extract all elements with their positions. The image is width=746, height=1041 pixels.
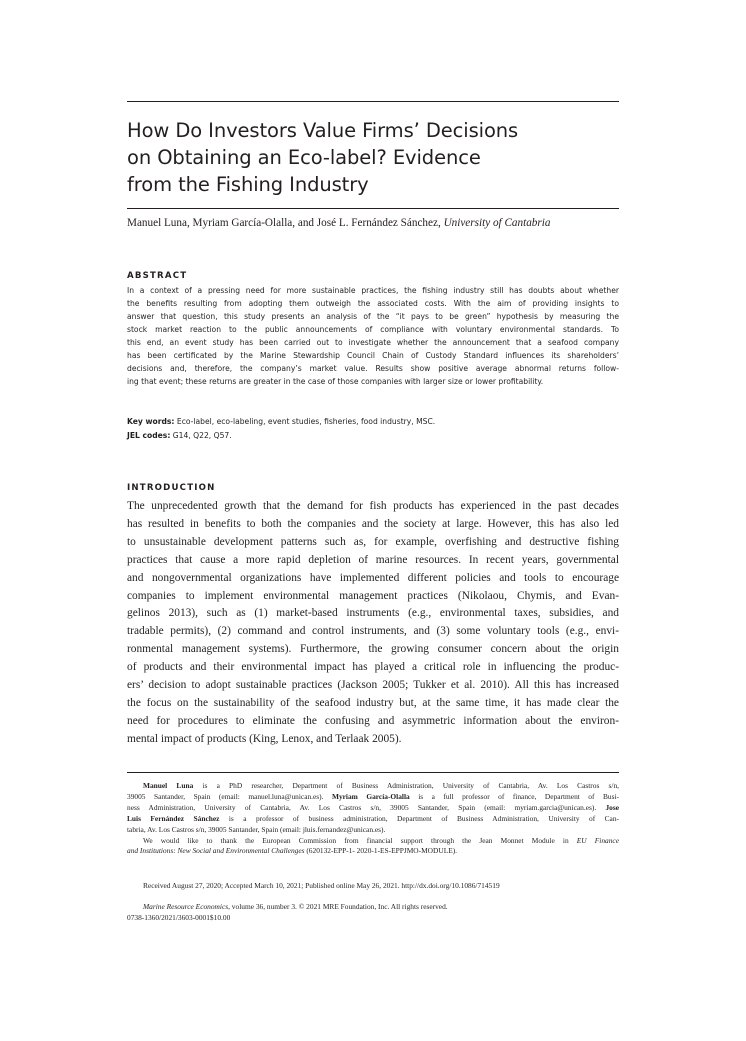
footnote-text: We would like to thank the European Commission from financial support through the Jean Monnet Module in xyxy=(143,835,577,845)
author-line xyxy=(127,216,619,231)
footnote-line xyxy=(127,781,619,792)
author-affiliation: University of Cantabria xyxy=(443,217,551,229)
keywords-text: Eco-label, eco-labeling, event studies, fisheries, food industry, MSC. xyxy=(176,417,436,426)
title-line: from the Fishing Industry xyxy=(127,173,369,196)
footnote-text: is a full professor of finance, Department of Busi- xyxy=(409,791,619,801)
body-line: has resulted in benefits to both the companies and the society at large. However, this has also led xyxy=(127,517,619,530)
journal-volume: , volume 36, number 3. © 2021 MRE Foundation, Inc. All rights reserved. xyxy=(228,902,448,911)
footnote-author: Myriam García-Olalla xyxy=(331,791,410,801)
issn: 0738-1360/2021/3603-0001$10.00 xyxy=(127,913,231,922)
author-names: Manuel Luna, Myriam García-Olalla, and José L. Fernández Sánchez, xyxy=(127,217,441,229)
abstract-line: has been certificated by the Marine Stewardship Council Chain of Custody Standard influences its shareholders’ xyxy=(127,351,619,360)
footnote-text: (620132-EPP-1- 2020-1-ES-EPPJMO-MODULE). xyxy=(304,846,458,856)
footnote-line xyxy=(127,814,619,825)
author-footnote xyxy=(127,781,619,857)
abstract-line: this end, an event study has been carried out to investigate whether the announcement that a seafood company xyxy=(127,338,619,347)
footnote-text: 39005 Santander, Spain (email: manuel.luna@unican.es). xyxy=(127,791,332,801)
received-dates: Received August 27, 2020; Accepted March 10, 2021; Published online May 26, 2021. http://dx.doi.org/10.1086/714519 xyxy=(143,881,500,890)
footnote-text: is a professor of business administration, Department of Business Administration, University of Can- xyxy=(219,813,619,823)
title-bottom-rule xyxy=(127,208,619,209)
title-line: on Obtaining an Eco-label? Evidence xyxy=(127,146,481,169)
footnote-italic: EU Finance xyxy=(576,835,619,845)
body-line: of products and their environmental impact has played a critical role in influencing the produc- xyxy=(127,661,619,674)
body-line: need for procedures to eliminate the confusing and asymmetric information about the environ- xyxy=(127,714,619,727)
footnote-line xyxy=(127,803,619,814)
jel-text: G14, Q22, Q57. xyxy=(172,431,232,440)
abstract-line: In a context of a pressing need for more sustainable practices, the fishing industry still has doubts about whether xyxy=(127,286,619,295)
top-rule xyxy=(127,101,619,102)
title-line: How Do Investors Value Firms’ Decisions xyxy=(127,119,519,142)
body-line: The unprecedented growth that the demand for fish products has experienced in the past decades xyxy=(127,500,619,512)
footnote-author: Jose xyxy=(605,802,619,812)
body-line: to unsustainable development patterns such as, for example, overfishing and destructive fishing xyxy=(127,535,619,548)
acknowledgement-line xyxy=(127,846,619,857)
footnote-rule xyxy=(127,772,619,773)
keywords xyxy=(127,415,619,428)
body-line: and nongovernmental organizations have implemented different policies and tools to encourage xyxy=(127,571,619,584)
footnote-text: is a PhD researcher, Department of Business Administration, University of Cantabria, Av. Los Castros s/n, xyxy=(193,781,619,790)
journal-name: Marine Resource Economics xyxy=(143,902,229,911)
acknowledgement-line xyxy=(127,836,619,847)
introduction-heading: INTRODUCTION xyxy=(127,483,216,493)
abstract-line: ing that event; these returns are greater in the case of those companies with larger size or lower profitability. xyxy=(127,377,544,386)
abstract-heading: ABSTRACT xyxy=(127,271,188,281)
footnote-line: tabria, Av. Los Castros s/n, 39005 Santander, Spain (email: jluis.fernandez@unican.es). xyxy=(127,824,386,834)
footnote-text: ness Administration, University of Cantabria, Av. Los Castros s/n, 39005 Santander, Spain (email: myriam.garcia@unican.es). xyxy=(127,802,606,812)
body-line: ers’ decision to adopt sustainable practices (Jackson 2005; Tukker et al. 2010). All this has increased xyxy=(127,679,619,692)
abstract-line: answer that question, this study presents an analysis of the “it pays to be green” hypothesis by measuring the xyxy=(127,312,619,321)
abstract-body xyxy=(127,284,619,388)
footnote-author: Luis Fernández Sánchez xyxy=(127,813,220,823)
jel-codes xyxy=(127,429,619,442)
journal-info xyxy=(127,902,635,913)
abstract-line: stock market reaction to the public announcements of compliance with voluntary environmental standards. To xyxy=(127,325,619,334)
footnote-author: Manuel Luna xyxy=(143,781,194,790)
footnote-italic: and Institutions: New Social and Environmental Challenges xyxy=(127,846,305,856)
body-line: gelinos 2013), such as (1) market-based instruments (e.g., environmental taxes, subsidies, and xyxy=(127,607,619,620)
body-line: practices that cause a more rapid depletion of marine resources. In recent years, governmental xyxy=(127,553,619,566)
footnote-line xyxy=(127,792,619,803)
body-line: the focus on the sustainability of the seafood industry but, at the same time, it has made clear the xyxy=(127,696,619,709)
body-line: mental impact of products (King, Lenox, and Terlaak 2005). xyxy=(127,732,402,745)
body-line: ronmental management systems). Furthermore, the growing consumer concern about the origin xyxy=(127,643,619,656)
abstract-line: decisions and, therefore, the company’s market value. Results show positive average abnormal returns follow- xyxy=(127,364,619,373)
body-line: companies to implement environmental management practices (Nikolaou, Chymis, and Evan- xyxy=(127,589,619,602)
abstract-line: the benefits resulting from adopting them outweigh the associated costs. With the aim of providing insights to xyxy=(127,299,619,308)
article-title xyxy=(127,117,619,198)
body-line: tradable permits), (2) command and control instruments, and (3) some voluntary tools (e.g., envi- xyxy=(127,625,619,638)
jel-label: JEL codes: xyxy=(127,431,171,440)
keywords-label: Key words: xyxy=(127,417,175,426)
introduction-body xyxy=(127,498,619,749)
